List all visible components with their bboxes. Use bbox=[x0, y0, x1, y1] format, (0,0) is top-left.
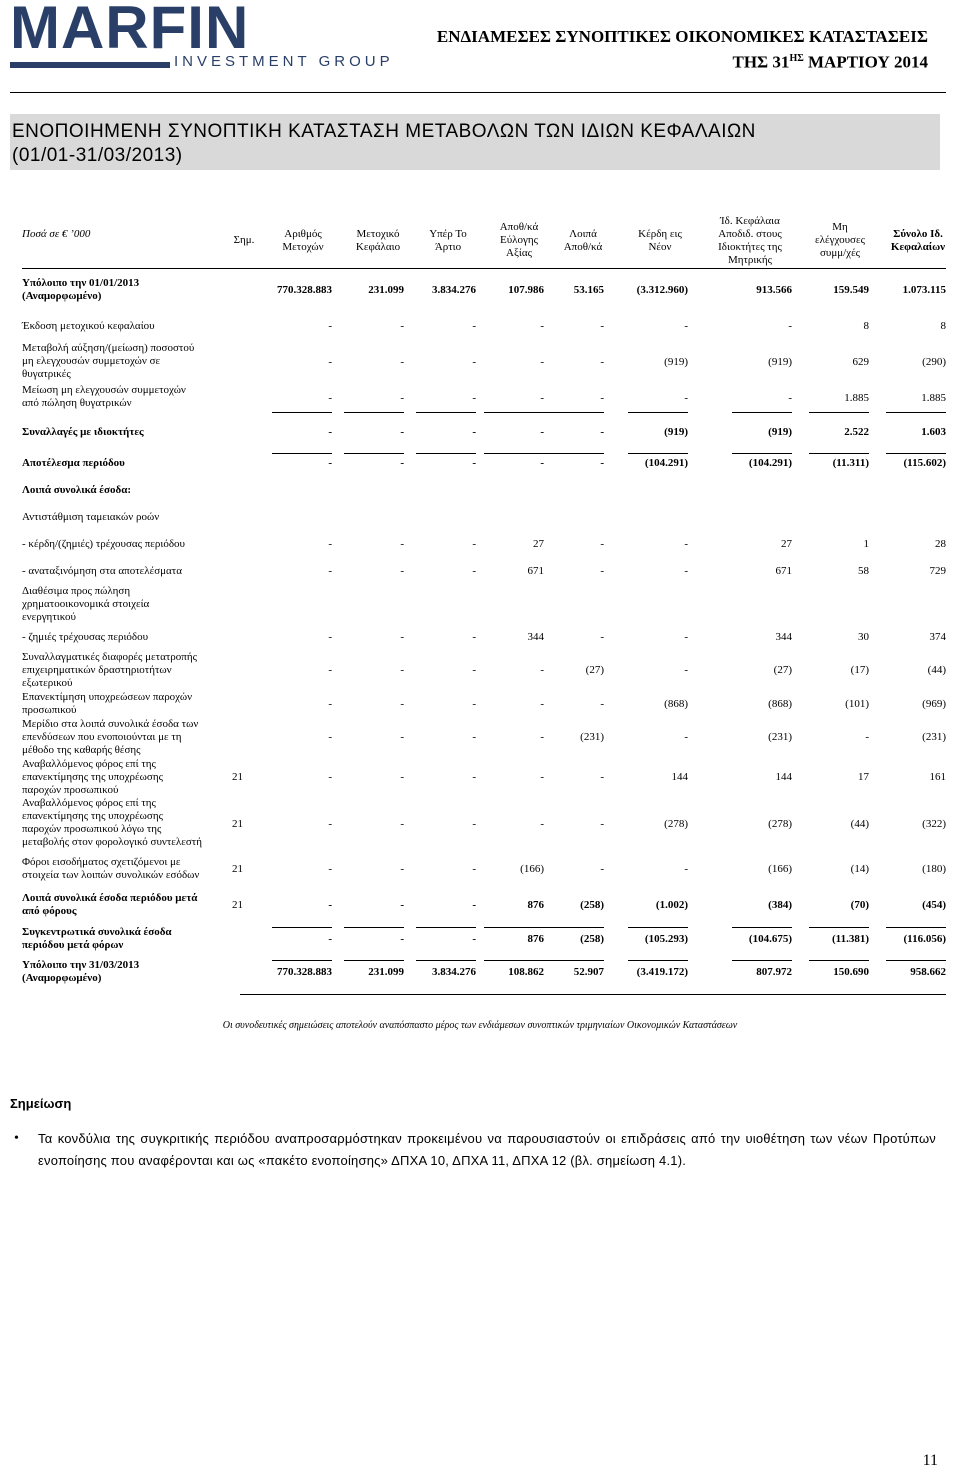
row-label: Συγκεντρωτικά συνολικά έσοδα περιόδου μετά φόρων bbox=[22, 926, 172, 951]
cell-value: - bbox=[540, 426, 544, 438]
cell-value: - bbox=[328, 392, 332, 404]
cell-underline bbox=[886, 453, 946, 454]
cell-value: - bbox=[472, 771, 476, 783]
cell-value: - bbox=[472, 698, 476, 710]
cell-value: - bbox=[328, 356, 332, 368]
cell-value: - bbox=[400, 538, 404, 550]
row-label: Μερίδιο στα λοιπά συνολικά έσοδα των επενδύσεων που ενοποιούνται με τη μέθοδο της καθαρής θέσης bbox=[22, 718, 199, 756]
cell-value: - bbox=[328, 698, 332, 710]
cell-value: 58 bbox=[858, 565, 869, 577]
cell-value: (70) bbox=[850, 899, 869, 911]
cell-value: (104.291) bbox=[748, 457, 792, 469]
row-label: - ζημιές τρέχουσας περιόδου bbox=[22, 631, 149, 643]
cell-underline bbox=[272, 453, 332, 454]
note-reference: 21 bbox=[232, 771, 243, 783]
cell-value: - bbox=[540, 457, 544, 469]
cell-value: (105.293) bbox=[644, 933, 688, 945]
cell-value: 144 bbox=[671, 771, 688, 783]
note-text: Τα κονδύλια της συγκριτικής περιόδου αναπροσαρμόστηκαν προκειμένου να παρουσιαστούν οι επιδράσεις από την υιοθέτηση των νέων Προτύπων ενοποίησης που αναφέρονται και ως «πακέτο ενοποίησης» ΔΠΧΑ 10, ΔΠΧΑ 11, ΔΠΧΑ 12 (βλ. σημείωση 4.1). bbox=[38, 1131, 936, 1168]
cell-underline bbox=[484, 412, 544, 413]
cell-value: (258) bbox=[580, 899, 604, 911]
cell-value: - bbox=[600, 426, 604, 438]
cell-value: - bbox=[400, 698, 404, 710]
cell-value: 876 bbox=[527, 933, 544, 945]
cell-value: (290) bbox=[922, 356, 946, 368]
cell-value: - bbox=[788, 320, 792, 332]
row-label: Αντιστάθμιση ταμειακών ροών bbox=[22, 511, 160, 523]
cell-underline bbox=[544, 960, 604, 961]
note-reference: 21 bbox=[232, 899, 243, 911]
header-title-line2: ΤΗΣ $31^{H\Sigma}$ ΜΑΡΤΙΟΥ 2014 bbox=[732, 52, 928, 72]
cell-value: 671 bbox=[775, 565, 792, 577]
cell-value: 2.522 bbox=[844, 426, 869, 438]
row-label: Αναβαλλόμενος φόρος επί της επανεκτίμησης της υποχρέωσης παροχών προσωπικού λόγω της μεταβολής στον φορολογικό συντελεστή bbox=[22, 797, 202, 848]
cell-value: 27 bbox=[533, 538, 544, 550]
cell-value: (231) bbox=[580, 731, 604, 743]
cell-underline bbox=[344, 960, 404, 961]
cell-value: (17) bbox=[850, 664, 869, 676]
column-header: Αποθ/κά Εύλογης Αξίας bbox=[499, 221, 539, 259]
cell-underline bbox=[416, 412, 476, 413]
cell-value: - bbox=[400, 565, 404, 577]
cell-underline bbox=[416, 453, 476, 454]
table-header-divider bbox=[22, 268, 946, 269]
column-header: Σύνολο Ιδ. Κεφαλαίων bbox=[890, 228, 946, 253]
cell-value: - bbox=[472, 538, 476, 550]
cell-value: - bbox=[600, 565, 604, 577]
logo-sub-text: INVESTMENT GROUP bbox=[174, 53, 394, 70]
cell-value: - bbox=[328, 631, 332, 643]
cell-value: - bbox=[472, 863, 476, 875]
statement-title-line1: ΕΝΟΠΟΙΗΜΕΝΗ ΣΥΝΟΠΤΙΚΗ ΚΑΤΑΣΤΑΣΗ ΜΕΤΑΒΟΛΩΝ ΤΩΝ ΙΔΙΩΝ ΚΕΦΑΛΑΙΩΝ bbox=[12, 121, 756, 142]
row-label: Έκδοση μετοχικού κεφαλαίου bbox=[22, 320, 155, 332]
cell-underline bbox=[886, 927, 946, 928]
bullet-icon: • bbox=[14, 1131, 19, 1146]
cell-value: - bbox=[540, 731, 544, 743]
cell-value: - bbox=[400, 664, 404, 676]
cell-value: - bbox=[865, 731, 869, 743]
cell-underline bbox=[809, 960, 869, 961]
cell-value: - bbox=[684, 664, 688, 676]
statement-title bbox=[10, 114, 940, 170]
cell-value: - bbox=[400, 392, 404, 404]
cell-value: - bbox=[600, 818, 604, 830]
cell-value: (919) bbox=[664, 426, 688, 438]
cell-value: 231.099 bbox=[368, 284, 404, 296]
cell-value: - bbox=[684, 538, 688, 550]
cell-value: (258) bbox=[580, 933, 604, 945]
cell-underline bbox=[809, 453, 869, 454]
cell-value: 27 bbox=[781, 538, 792, 550]
company-logo bbox=[10, 0, 394, 70]
cell-value: 52.907 bbox=[573, 966, 604, 978]
cell-value: - bbox=[472, 818, 476, 830]
cell-value: (454) bbox=[922, 899, 946, 911]
cell-value: - bbox=[600, 771, 604, 783]
cell-value: - bbox=[472, 457, 476, 469]
cell-value: - bbox=[472, 731, 476, 743]
cell-value: (3.419.172) bbox=[636, 966, 688, 978]
cell-value: (231) bbox=[922, 731, 946, 743]
cell-underline bbox=[732, 412, 792, 413]
cell-value: (44) bbox=[927, 664, 946, 676]
cell-underline bbox=[344, 412, 404, 413]
cell-value: - bbox=[684, 392, 688, 404]
cell-value: (231) bbox=[768, 731, 792, 743]
cell-underline bbox=[544, 927, 604, 928]
cell-value: - bbox=[400, 818, 404, 830]
cell-underline bbox=[344, 453, 404, 454]
cell-value: 807.972 bbox=[756, 966, 792, 978]
cell-value: - bbox=[600, 320, 604, 332]
cell-value: - bbox=[328, 538, 332, 550]
cell-value: (868) bbox=[768, 698, 792, 710]
cell-value: (166) bbox=[520, 863, 544, 875]
cell-value: - bbox=[540, 664, 544, 676]
cell-underline bbox=[272, 927, 332, 928]
cell-value: 1.073.115 bbox=[902, 284, 946, 296]
cell-value: - bbox=[684, 631, 688, 643]
cell-value: (11.381) bbox=[832, 933, 869, 945]
cell-value: (116.056) bbox=[903, 933, 946, 945]
cell-value: - bbox=[472, 933, 476, 945]
cell-value: - bbox=[328, 818, 332, 830]
cell-value: 8 bbox=[863, 320, 869, 332]
cell-underline bbox=[344, 927, 404, 928]
cell-underline bbox=[484, 960, 544, 961]
cell-value: - bbox=[540, 771, 544, 783]
header-title-line1: ΕΝΔΙΑΜΕΣΕΣ ΣΥΝΟΠΤΙΚΕΣ ΟΙΚΟΝΟΜΙΚΕΣ ΚΑΤΑΣΤΑΣΕΙΣ bbox=[436, 27, 928, 46]
cell-value: (101) bbox=[845, 698, 869, 710]
cell-value: (104.675) bbox=[748, 933, 792, 945]
cell-value: (104.291) bbox=[644, 457, 688, 469]
cell-underline bbox=[628, 960, 688, 961]
cell-underline bbox=[732, 927, 792, 928]
cell-value: - bbox=[472, 664, 476, 676]
cell-value: - bbox=[400, 771, 404, 783]
cell-value: - bbox=[400, 457, 404, 469]
cell-value: 1.603 bbox=[921, 426, 946, 438]
cell-value: - bbox=[400, 631, 404, 643]
cell-value: 3.834.276 bbox=[432, 284, 476, 296]
cell-value: (919) bbox=[768, 426, 792, 438]
cell-value: 770.328.883 bbox=[277, 966, 332, 978]
cell-value: 108.862 bbox=[508, 966, 544, 978]
cell-underline bbox=[544, 412, 604, 413]
cell-value: - bbox=[328, 664, 332, 676]
row-label: Επανεκτίμηση υποχρεώσεων παροχών προσωπικού bbox=[22, 691, 193, 716]
cell-value: (27) bbox=[585, 664, 604, 676]
cell-value: - bbox=[400, 731, 404, 743]
note-heading: Σημείωση bbox=[10, 1096, 72, 1111]
logo-main-text: MARFIN bbox=[10, 0, 250, 61]
row-label: Συναλλαγές με ιδιοκτήτες bbox=[22, 426, 144, 438]
cell-value: 629 bbox=[852, 356, 869, 368]
footnote: Οι συνοδευτικές σημειώσεις αποτελούν αναπόσπαστο μέρος των ενδιάμεσων συνοπτικών τριμηνιαίων Οικονομικών Καταστάσεων bbox=[222, 1020, 738, 1031]
cell-value: - bbox=[472, 565, 476, 577]
cell-value: - bbox=[472, 392, 476, 404]
cell-value: - bbox=[600, 392, 604, 404]
cell-underline bbox=[886, 960, 946, 961]
cell-value: - bbox=[684, 320, 688, 332]
cell-value: - bbox=[328, 731, 332, 743]
row-label: Υπόλοιπο την 31/03/2013 (Αναμορφωμένο) bbox=[22, 959, 140, 984]
row-label: Αποτέλεσμα περιόδου bbox=[22, 457, 125, 469]
header-divider bbox=[10, 92, 946, 93]
cell-value: - bbox=[328, 933, 332, 945]
cell-value: - bbox=[600, 863, 604, 875]
note-reference: 21 bbox=[232, 863, 243, 875]
cell-value: (919) bbox=[664, 356, 688, 368]
cell-value: 8 bbox=[940, 320, 946, 332]
cell-value: (322) bbox=[922, 818, 946, 830]
cell-value: (27) bbox=[773, 664, 792, 676]
cell-value: - bbox=[684, 863, 688, 875]
row-label: Υπόλοιπο την 01/01/2013 (Αναμορφωμένο) bbox=[22, 277, 140, 302]
column-header: Ίδ. Κεφάλαια Αποδιδ. στους Ιδιοκτήτες της Μητρικής bbox=[718, 215, 782, 266]
cell-value: - bbox=[328, 457, 332, 469]
cell-value: - bbox=[400, 356, 404, 368]
row-label: Μείωση μη ελεγχουσών συμμετοχών από πώληση θυγατρικών bbox=[22, 384, 186, 409]
cell-value: 3.834.276 bbox=[432, 966, 476, 978]
cell-value: 1.885 bbox=[844, 392, 869, 404]
cell-value: - bbox=[600, 356, 604, 368]
amount-label: Ποσά σε € ’000 bbox=[22, 228, 91, 240]
column-header: Λοιπά Αποθ/κά bbox=[563, 228, 603, 253]
cell-value: - bbox=[540, 320, 544, 332]
row-label: - κέρδη/(ζημιές) τρέχουσας περιόδου bbox=[22, 538, 186, 550]
cell-underline bbox=[416, 960, 476, 961]
cell-value: - bbox=[600, 538, 604, 550]
cell-underline bbox=[732, 960, 792, 961]
cell-value: 913.566 bbox=[756, 284, 792, 296]
cell-value: - bbox=[472, 899, 476, 911]
cell-value: 671 bbox=[527, 565, 544, 577]
cell-value: - bbox=[540, 392, 544, 404]
row-label: Διαθέσιμα προς πώληση χρηματοοικονομικά στοιχεία ενεργητικού bbox=[22, 585, 150, 623]
cell-value: - bbox=[472, 356, 476, 368]
cell-value: - bbox=[684, 565, 688, 577]
cell-value: - bbox=[472, 426, 476, 438]
column-header: Κέρδη εις Νέον bbox=[638, 228, 682, 253]
cell-value: 770.328.883 bbox=[277, 284, 332, 296]
cell-underline bbox=[809, 927, 869, 928]
cell-underline bbox=[628, 453, 688, 454]
cell-value: 30 bbox=[858, 631, 869, 643]
cell-underline bbox=[544, 453, 604, 454]
cell-underline bbox=[809, 412, 869, 413]
page-number: 11 bbox=[922, 1452, 938, 1469]
cell-value: - bbox=[328, 899, 332, 911]
column-header: Μη ελέγχουσες συμμ/χές bbox=[815, 221, 865, 259]
cell-value: - bbox=[400, 426, 404, 438]
row-label: Αναβαλλόμενος φόρος επί της επανεκτίμησης της υποχρέωσης παροχών προσωπικού bbox=[22, 758, 163, 796]
cell-value: (919) bbox=[768, 356, 792, 368]
cell-value: 1.885 bbox=[921, 392, 946, 404]
cell-value: 159.549 bbox=[833, 284, 869, 296]
cell-value: - bbox=[540, 818, 544, 830]
cell-value: 53.165 bbox=[573, 284, 604, 296]
cell-value: 876 bbox=[527, 899, 544, 911]
table-bottom-divider bbox=[240, 994, 946, 995]
cell-value: - bbox=[472, 320, 476, 332]
cell-value: - bbox=[684, 731, 688, 743]
cell-value: - bbox=[788, 392, 792, 404]
cell-value: 17 bbox=[858, 771, 869, 783]
cell-value: - bbox=[328, 565, 332, 577]
document-header-title bbox=[437, 26, 928, 74]
cell-value: (278) bbox=[768, 818, 792, 830]
cell-value: - bbox=[400, 899, 404, 911]
cell-value: - bbox=[400, 933, 404, 945]
cell-value: (115.602) bbox=[903, 457, 946, 469]
cell-underline bbox=[886, 412, 946, 413]
cell-value: - bbox=[600, 457, 604, 469]
cell-underline bbox=[628, 927, 688, 928]
cell-value: - bbox=[400, 320, 404, 332]
cell-value: 958.662 bbox=[910, 966, 946, 978]
cell-underline bbox=[272, 412, 332, 413]
cell-value: 1 bbox=[863, 538, 869, 550]
cell-value: (278) bbox=[664, 818, 688, 830]
cell-value: 107.986 bbox=[508, 284, 544, 296]
logo-bar bbox=[10, 62, 170, 68]
cell-value: (44) bbox=[850, 818, 869, 830]
cell-underline bbox=[628, 412, 688, 413]
cell-value: (384) bbox=[768, 899, 792, 911]
cell-value: 344 bbox=[775, 631, 792, 643]
cell-value: - bbox=[600, 698, 604, 710]
cell-underline bbox=[732, 453, 792, 454]
cell-value: 374 bbox=[929, 631, 946, 643]
cell-value: - bbox=[540, 698, 544, 710]
cell-underline bbox=[484, 927, 544, 928]
cell-value: (11.311) bbox=[832, 457, 869, 469]
cell-underline bbox=[484, 453, 544, 454]
statement-title-line2: (01/01-31/03/2013) bbox=[12, 145, 183, 166]
note-reference: 21 bbox=[232, 818, 243, 830]
column-header: Σημ. bbox=[233, 234, 255, 246]
cell-value: - bbox=[600, 631, 604, 643]
cell-value: - bbox=[472, 631, 476, 643]
row-label: Συναλλαγματικές διαφορές μετατροπής επιχειρηματικών δραστηριοτήτων εξωτερικού bbox=[22, 651, 197, 689]
column-header: Αριθμός Μετοχών bbox=[282, 228, 324, 253]
row-label: Λοιπά συνολικά έσοδα περιόδου μετά από φόρους bbox=[22, 892, 198, 917]
cell-value: (868) bbox=[664, 698, 688, 710]
cell-value: - bbox=[328, 426, 332, 438]
column-header: Υπέρ Το Άρτιο bbox=[429, 228, 467, 253]
row-label: - αναταξινόμηση στα αποτελέσματα bbox=[22, 565, 182, 577]
cell-value: (3.312.960) bbox=[636, 284, 688, 296]
cell-value: 28 bbox=[935, 538, 946, 550]
cell-value: 150.690 bbox=[833, 966, 869, 978]
cell-value: 344 bbox=[527, 631, 544, 643]
row-label: Μεταβολή αύξηση/(μείωση) ποσοστού μη ελεγχουσών συμμετοχών σε θυγατρικές bbox=[22, 342, 195, 380]
cell-value: - bbox=[400, 863, 404, 875]
cell-value: 144 bbox=[775, 771, 792, 783]
cell-value: 161 bbox=[929, 771, 946, 783]
cell-underline bbox=[272, 960, 332, 961]
cell-value: - bbox=[328, 863, 332, 875]
cell-value: (1.002) bbox=[655, 899, 688, 911]
cell-value: - bbox=[328, 320, 332, 332]
row-label: Λοιπά συνολικά έσοδα: bbox=[22, 484, 132, 496]
cell-value: 729 bbox=[929, 565, 946, 577]
cell-value: (969) bbox=[922, 698, 946, 710]
row-label: Φόροι εισοδήματος σχετιζόμενοι με στοιχεία των λοιπών συνολικών εσόδων bbox=[22, 856, 200, 881]
cell-value: (14) bbox=[850, 863, 869, 875]
cell-value: - bbox=[540, 356, 544, 368]
cell-value: (166) bbox=[768, 863, 792, 875]
cell-value: (180) bbox=[922, 863, 946, 875]
column-header: Μετοχικό Κεφάλαιο bbox=[355, 228, 401, 253]
cell-underline bbox=[416, 927, 476, 928]
cell-value: - bbox=[328, 771, 332, 783]
cell-value: 231.099 bbox=[368, 966, 404, 978]
